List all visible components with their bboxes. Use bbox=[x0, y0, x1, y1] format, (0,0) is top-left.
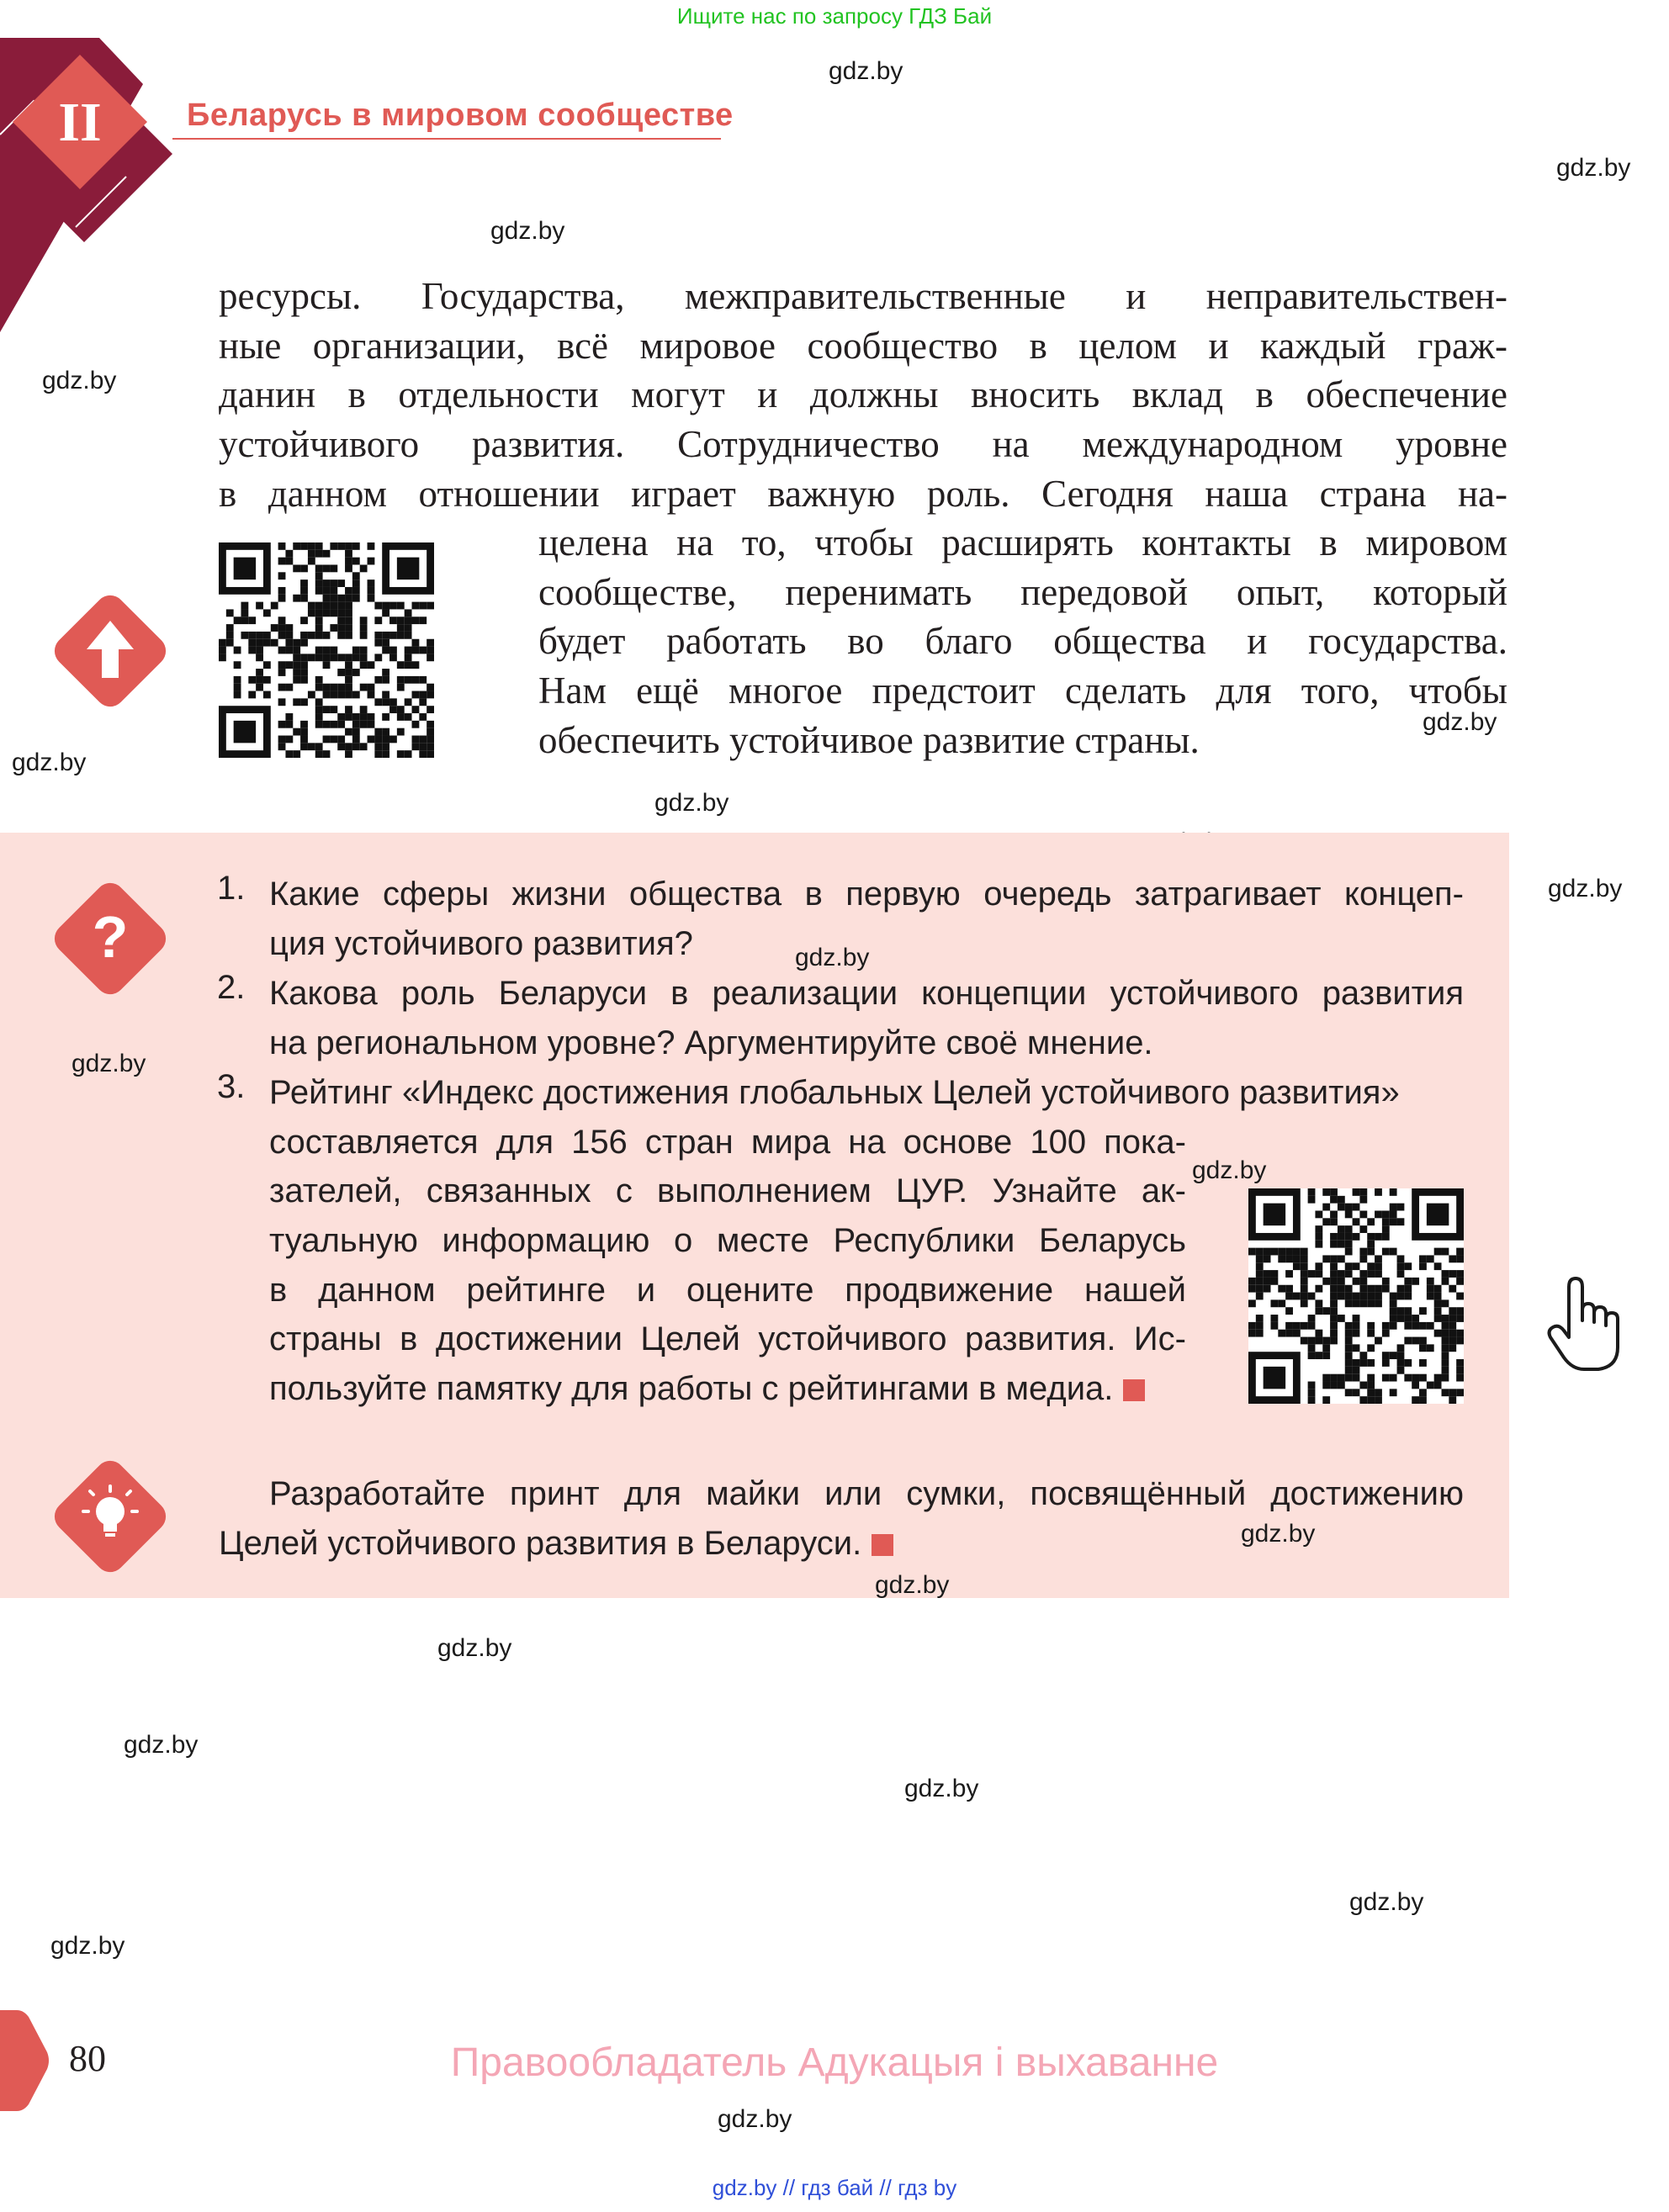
qr-code[interactable] bbox=[1248, 1188, 1464, 1404]
main-paragraph-continued bbox=[538, 518, 1507, 765]
watermark: gdz.by bbox=[654, 789, 729, 817]
watermark: gdz.by bbox=[124, 1731, 199, 1759]
watermark: gdz.by bbox=[42, 367, 117, 394]
watermark: gdz.by bbox=[1349, 1888, 1424, 1916]
watermark: gdz.by bbox=[490, 217, 565, 245]
watermark: gdz.by bbox=[437, 1634, 512, 1662]
paragraph-line: ные организации, всё мировое сообщество в целом и каждый граж- bbox=[219, 324, 1507, 367]
question-number: 3. bbox=[217, 1068, 246, 1105]
page-number: 80 bbox=[69, 2038, 106, 2079]
watermark: gdz.by bbox=[904, 1775, 979, 1802]
creative-task bbox=[219, 1469, 1464, 1568]
question-3-body bbox=[269, 1118, 1186, 1414]
question-icon bbox=[46, 875, 174, 1003]
chapter-title-rule bbox=[172, 138, 721, 140]
watermark: gdz.by bbox=[829, 57, 903, 85]
paragraph-line: целена на то, чтобы расширять контакты в мировом bbox=[538, 521, 1507, 564]
paragraph-line: будет работать во благо общества и государства. bbox=[538, 620, 1507, 663]
paragraph-line: устойчивого развития. Сотрудничество на международном уровне bbox=[219, 423, 1507, 466]
main-paragraph bbox=[219, 272, 1507, 518]
end-marker bbox=[1123, 1379, 1145, 1401]
watermark: gdz.by bbox=[718, 2105, 792, 2133]
svg-text:?: ? bbox=[92, 904, 129, 970]
question-line: Рейтинг «Индекс достижения глобальных Целей устойчивого развития» bbox=[269, 1074, 1400, 1111]
question-2 bbox=[269, 969, 1464, 1067]
watermark: gdz.by bbox=[1423, 708, 1497, 736]
copyright: Правообладатель Адукацыя і выхаванне bbox=[450, 2040, 1219, 2085]
paragraph-line: сообществе, перенимать передовой опыт, который bbox=[538, 570, 1507, 613]
question-line bbox=[269, 1364, 1186, 1414]
top-banner[interactable]: Ищите нас по запросу ГДЗ Бай bbox=[676, 3, 993, 29]
question-line: Какие сферы жизни общества в первую очередь затрагивает концеп- bbox=[269, 876, 1464, 913]
question-line: страны в достижении Целей устойчивого развития. Ис- bbox=[269, 1320, 1186, 1358]
question-line: составляется для 156 стран мира на основе 100 пока- bbox=[269, 1123, 1186, 1161]
paragraph-line: Нам ещё многое предстоит сделать для того, чтобы bbox=[538, 669, 1507, 712]
question-line-text: пользуйте памятку для работы с рейтингами в медиа. bbox=[269, 1370, 1114, 1408]
watermark: gdz.by bbox=[795, 944, 870, 971]
paragraph-line: ресурсы. Государства, межправительственные и неправительствен- bbox=[219, 275, 1507, 317]
watermark: gdz.by bbox=[12, 749, 87, 776]
arrow-up-icon bbox=[46, 587, 174, 715]
watermark: gdz.by bbox=[875, 1571, 950, 1599]
question-line: туальную информацию о месте Республики Беларусь bbox=[269, 1222, 1186, 1260]
question-line: ция устойчивого развития? bbox=[269, 924, 693, 962]
end-marker bbox=[872, 1534, 893, 1556]
watermark: gdz.by bbox=[72, 1050, 146, 1077]
paragraph-line: обеспечить устойчивое развитие страны. bbox=[538, 718, 1200, 761]
watermark: gdz.by bbox=[1556, 154, 1631, 182]
question-line: зателей, связанных с выполнением ЦУР. Узнайте ак- bbox=[269, 1172, 1186, 1210]
paragraph-line: в данном отношении играет важную роль. Сегодня наша страна на- bbox=[219, 472, 1507, 515]
watermark: gdz.by bbox=[50, 1932, 125, 1960]
question-number: 2. bbox=[217, 969, 246, 1006]
question-line: на региональном уровне? Аргументируйте своё мнение. bbox=[269, 1024, 1153, 1061]
lightbulb-icon bbox=[46, 1453, 174, 1580]
chapter-title: Беларусь в мировом сообществе bbox=[187, 98, 734, 133]
watermark: gdz.by bbox=[1241, 1520, 1316, 1548]
watermark: gdz.by bbox=[1548, 875, 1623, 902]
bottom-links[interactable]: gdz.by // гдз бай // гдз by bbox=[712, 2175, 957, 2200]
question-number: 1. bbox=[217, 870, 246, 907]
question-line: Какова роль Беларуси в реализации концепции устойчивого развития bbox=[269, 975, 1464, 1012]
task-line-text: Целей устойчивого развития в Беларуси. bbox=[219, 1524, 862, 1562]
qr-code[interactable] bbox=[219, 542, 434, 758]
pointing-hand-icon bbox=[1535, 1270, 1636, 1379]
watermark: gdz.by bbox=[1192, 1156, 1267, 1184]
paragraph-line: данин в отдельности могут и должны вносить вклад в обеспечение bbox=[219, 373, 1507, 416]
chapter-numeral: II bbox=[58, 92, 102, 153]
task-line: Разработайте принт для майки или сумки, посвящённый достижению bbox=[269, 1475, 1464, 1512]
question-3-first-line bbox=[269, 1068, 1464, 1118]
question-line: в данном рейтинге и оцените продвижение нашей bbox=[269, 1271, 1186, 1309]
